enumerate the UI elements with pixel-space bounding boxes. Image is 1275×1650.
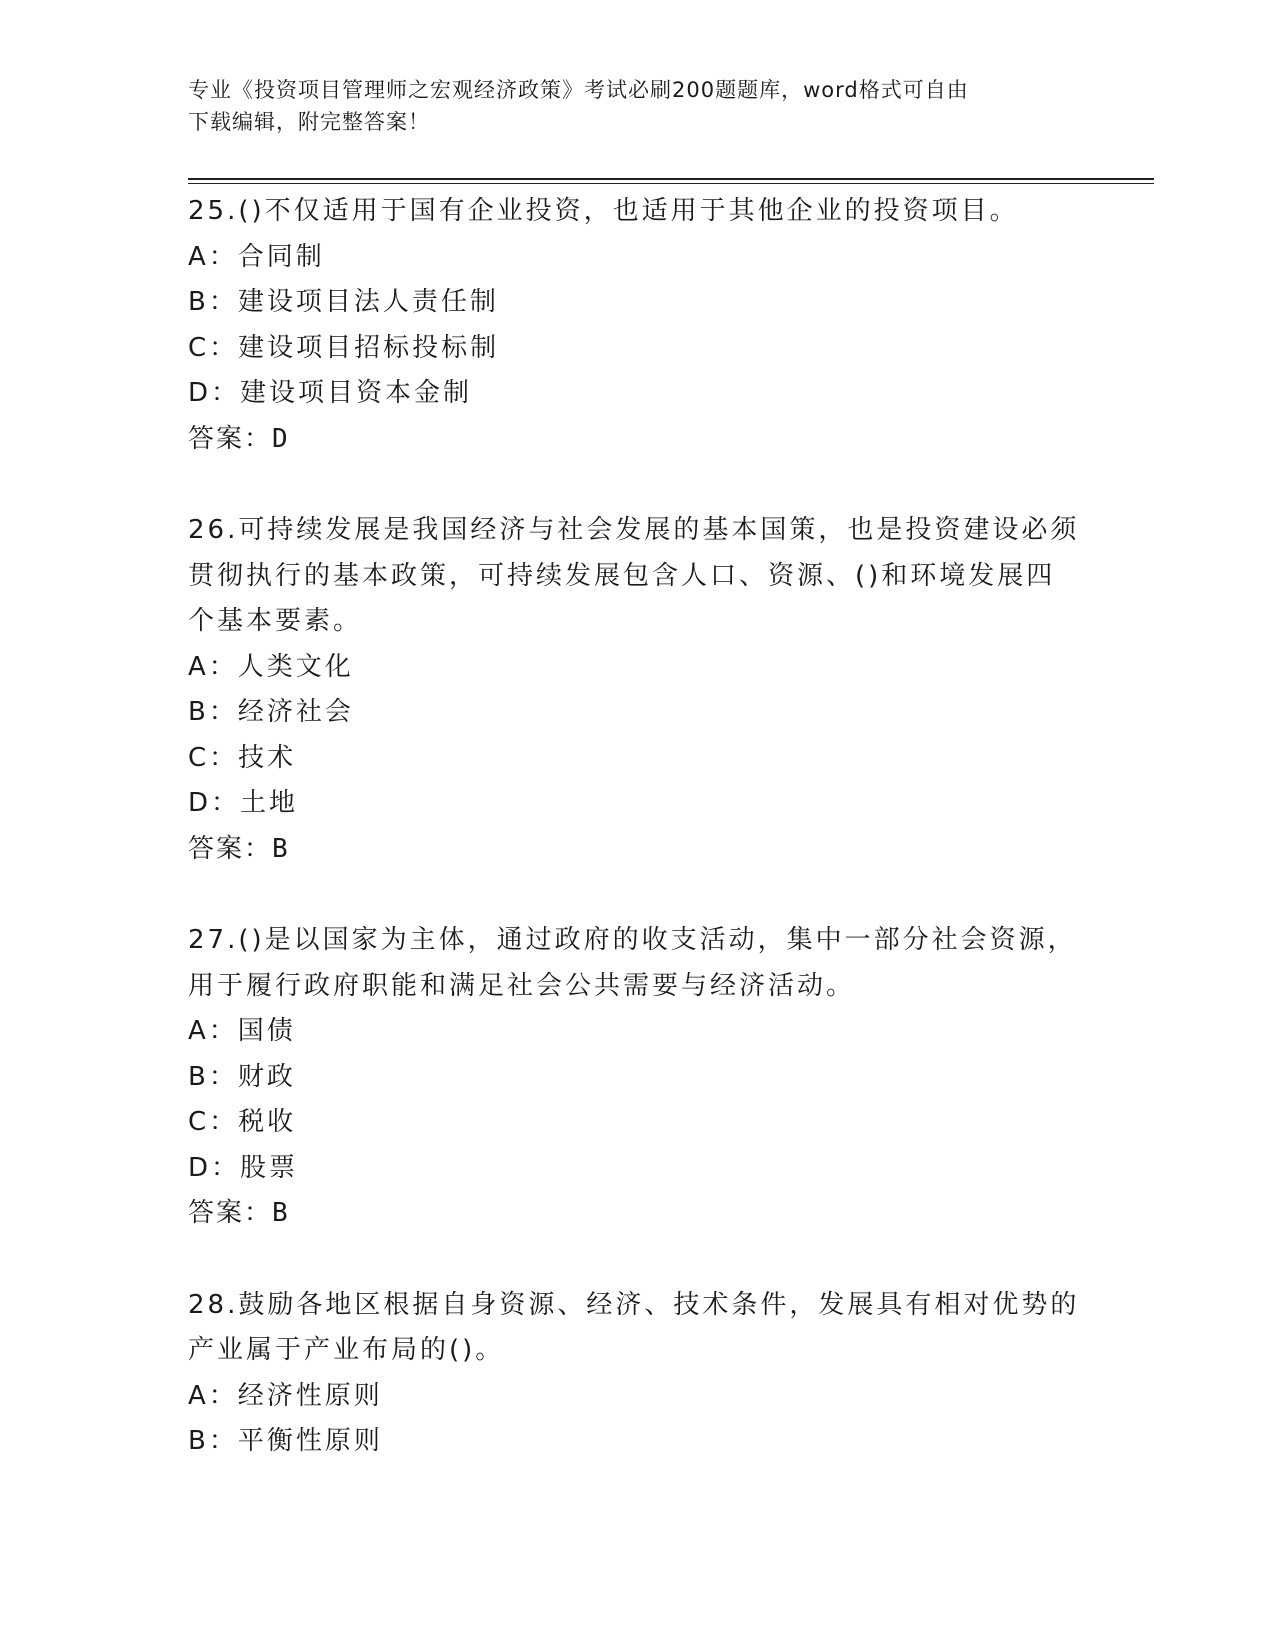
header-rule-thick (188, 178, 1154, 180)
question-text: 25.()不仅适用于国有企业投资，也适用于其他企业的投资项目。 (188, 196, 1019, 226)
header-line-1: 专业《投资项目管理师之宏观经济政策》考试必刷200题题库，word格式可自由 (188, 78, 969, 102)
question-27 (188, 918, 1088, 1237)
question-text: 26.可持续发展是我国经济与社会发展的基本国策，也是投资建设必须 (188, 515, 1080, 545)
question-text: 28.鼓励各地区根据自身资源、经济、技术条件，发展具有相对优势的 (188, 1289, 1080, 1320)
question-text: 产业属于产业布局的()。 (188, 1335, 505, 1365)
question-25 (188, 189, 1088, 462)
option-d: D：土地 (188, 788, 299, 818)
option-b: B：财政 (188, 1061, 296, 1092)
question-list (188, 189, 1088, 1511)
question-28 (188, 1283, 1088, 1465)
document-header (188, 74, 1068, 138)
option-c: C：建设项目招标投标制 (188, 332, 500, 363)
option-d: D：建设项目资本金制 (188, 378, 473, 408)
option-a: A：人类文化 (188, 651, 354, 682)
option-a: A：合同制 (188, 241, 325, 272)
option-c: C：技术 (188, 742, 297, 773)
option-a: A：国债 (188, 1016, 296, 1046)
question-26 (188, 508, 1088, 872)
answer-line (188, 827, 1088, 873)
question-text: 贯彻执行的基本政策，可持续发展包含人口、资源、()和环境发展四 (188, 560, 1056, 591)
answer-line (188, 1191, 1088, 1237)
option-c: C：税收 (188, 1107, 297, 1137)
option-b: B：平衡性原则 (188, 1426, 383, 1456)
option-b: B：建设项目法人责任制 (188, 287, 499, 317)
question-text: 个基本要素。 (188, 606, 363, 636)
answer-value: B (272, 833, 290, 864)
answer-value: D (272, 423, 290, 454)
answer-value: B (272, 1198, 290, 1228)
option-b: B：经济社会 (188, 697, 354, 727)
option-d: D：股票 (188, 1152, 299, 1183)
header-line-2: 下载编辑，附完整答案！ (188, 110, 430, 134)
answer-label: 答案： (188, 833, 273, 864)
question-text: 27.()是以国家为主体，通过政府的收支活动，集中一部分社会资源， (188, 925, 1077, 955)
header-rule-thin (188, 183, 1154, 184)
option-a: A：经济性原则 (188, 1380, 383, 1411)
question-text: 用于履行政府职能和满足社会公共需要与经济活动。 (188, 970, 856, 1001)
answer-label: 答案： (188, 423, 273, 454)
answer-label: 答案： (188, 1198, 273, 1228)
answer-line (188, 417, 1088, 463)
